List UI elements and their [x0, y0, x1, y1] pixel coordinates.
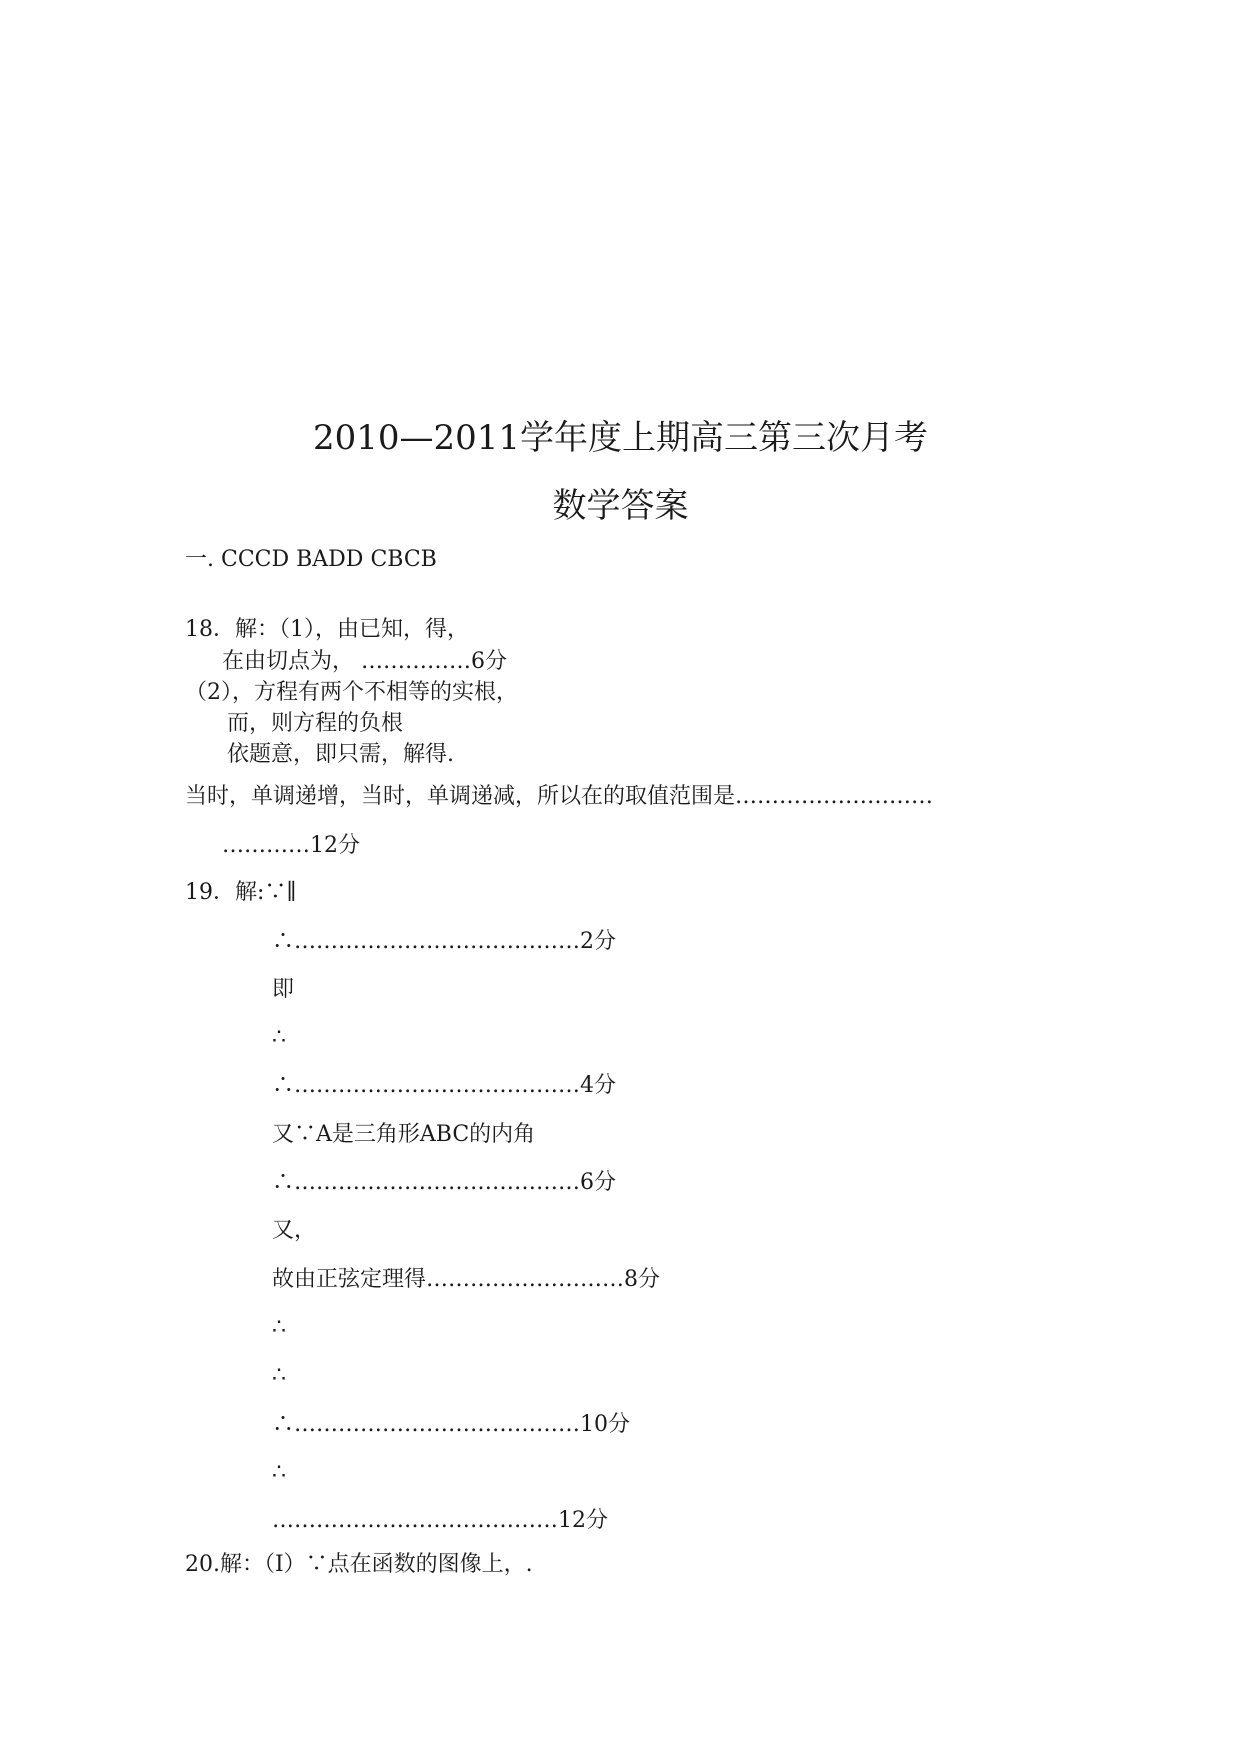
answer-line-19-13: ∴ — [272, 1460, 286, 1485]
answer-line-20-1: 20.解：（I）∵点在函数的图像上，. — [185, 1552, 533, 1577]
document-title: 2010—2011学年度上期高三第三次月考 — [312, 418, 929, 458]
answer-line-19-1: 19．解:∵∥ — [185, 880, 297, 905]
answer-line-18-3: （2），方程有两个不相等的实根， — [185, 680, 518, 705]
answer-line-19-14: …………………………………12分 — [272, 1508, 608, 1533]
answer-line-19-2: ∴…………………………………2分 — [272, 929, 616, 954]
answer-line-18-4: 而，则方程的负根 — [227, 711, 404, 736]
answer-line-19-7: ∴…………………………………6分 — [272, 1170, 616, 1195]
answer-line-choice: 一. CCCD BADD CBCB — [185, 547, 437, 572]
answer-line-18-6: 当时，单调递增，当时，单调递减，所以在的取值范围是……………………… — [185, 784, 934, 809]
answer-line-19-3: 即 — [272, 977, 295, 1002]
answer-line-19-5: ∴…………………………………4分 — [272, 1073, 616, 1098]
answer-line-19-6: 又∵A是三角形ABC的内角 — [272, 1122, 536, 1147]
document-subtitle: 数学答案 — [552, 486, 689, 526]
answer-line-18-5: 依题意，即只需，解得. — [227, 742, 454, 767]
answer-line-19-4: ∴ — [272, 1025, 286, 1050]
answer-line-19-12: ∴…………………………………10分 — [272, 1412, 630, 1437]
answer-line-18-7: …………12分 — [222, 833, 360, 858]
answer-line-19-9: 故由正弦定理得………………………8分 — [272, 1267, 660, 1292]
answer-line-19-10: ∴ — [272, 1315, 286, 1340]
answer-line-19-11: ∴ — [272, 1363, 286, 1388]
answer-line-18-2: 在由切点为， ……………6分 — [222, 649, 507, 674]
answer-line-18-1: 18．解：（1），由已知，得， — [185, 617, 469, 642]
answer-line-19-8: 又， — [272, 1218, 317, 1243]
